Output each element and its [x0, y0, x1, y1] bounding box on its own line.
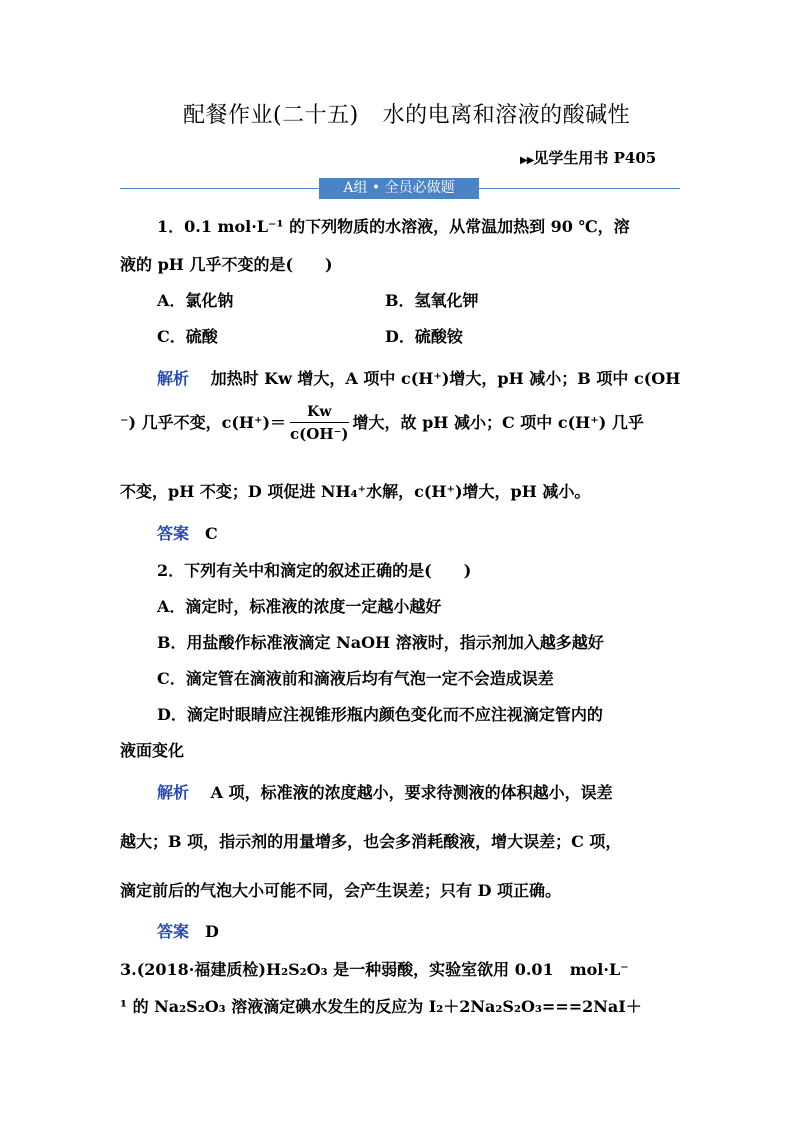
q1-analysis-line1: 解析 加热时 Kw 增大，A 项中 c(H⁺)增大，pH 减小；B 项中 c(OH — [157, 369, 681, 388]
q2-analysis-line2: 越大；B 项，指示剂的用量增多，也会多消耗酸液，增大误差；C 项， — [120, 832, 622, 851]
q2-option-d-line1: D．滴定时眼睛应注视锥形瓶内颜色变化而不应注视滴定管内的 — [157, 705, 603, 724]
q3-stem-line1: 3.(2018·福建质检)H₂S₂O₃ 是一种弱酸，实验室欲用 0.01 mol·L⁻ — [120, 960, 629, 979]
q2-analysis-line3: 滴定前后的气泡大小可能不同，会产生误差；只有 D 项正确。 — [120, 881, 562, 900]
q1-option-b: B．氢氧化钾 — [385, 291, 479, 310]
q1-option-c: C．硫酸 — [157, 327, 218, 346]
q1-answer: 答案 C — [157, 524, 218, 543]
q1-analysis-line3: 不变，pH 不变；D 项促进 NH₄⁺水解，c(H⁺)增大，pH 减小。 — [120, 482, 591, 501]
q2-stem: 2．下列有关中和滴定的叙述正确的是( ) — [157, 561, 472, 580]
q1-stem-line1: 1．0.1 mol·L⁻¹ 的下列物质的水溶液，从常温加热到 90 ℃，溶 — [157, 217, 630, 236]
q3-stem-line2: ¹ 的 Na₂S₂O₃ 溶液滴定碘水发生的反应为 I₂＋2Na₂S₂O₃===2NaI＋ — [120, 997, 642, 1016]
kw-fraction: $\frac{Kw}{c(OH^-)}$ — [290, 404, 349, 443]
book-reference: ▶▶见学生用书 P405 — [520, 149, 657, 167]
double-arrow-icon: ▶▶ — [520, 155, 534, 166]
group-a-banner: A组 • 全员必做题 — [319, 178, 479, 199]
q2-option-d-line2: 液面变化 — [120, 741, 185, 760]
q2-option-c: C．滴定管在滴液前和滴液后均有气泡一定不会造成误差 — [157, 669, 554, 688]
q2-option-a: A．滴定时，标准液的浓度一定越小越好 — [157, 597, 442, 616]
q1-option-a: A．氯化钠 — [157, 291, 234, 310]
page-title: 配餐作业(二十五) 水的电离和溶液的酸碱性 — [183, 103, 631, 128]
q1-analysis-line2: ⁻) 几乎不变，c(H⁺)＝ $\frac{Kw}{c(OH^-)}$ 增大，故 pH 减小；C 项中 c(H⁺) 几乎 — [120, 404, 644, 443]
q1-option-d: D．硫酸铵 — [385, 327, 463, 346]
q2-analysis-line1: 解析 A 项，标准液的浓度越小，要求待测液的体积越小，误差 — [157, 783, 613, 802]
q2-answer: 答案 D — [157, 922, 219, 941]
q1-stem-line2: 液的 pH 几乎不变的是( ) — [120, 255, 333, 274]
q2-option-b: B．用盐酸作标准液滴定 NaOH 溶液时，指示剂加入越多越好 — [157, 633, 604, 652]
